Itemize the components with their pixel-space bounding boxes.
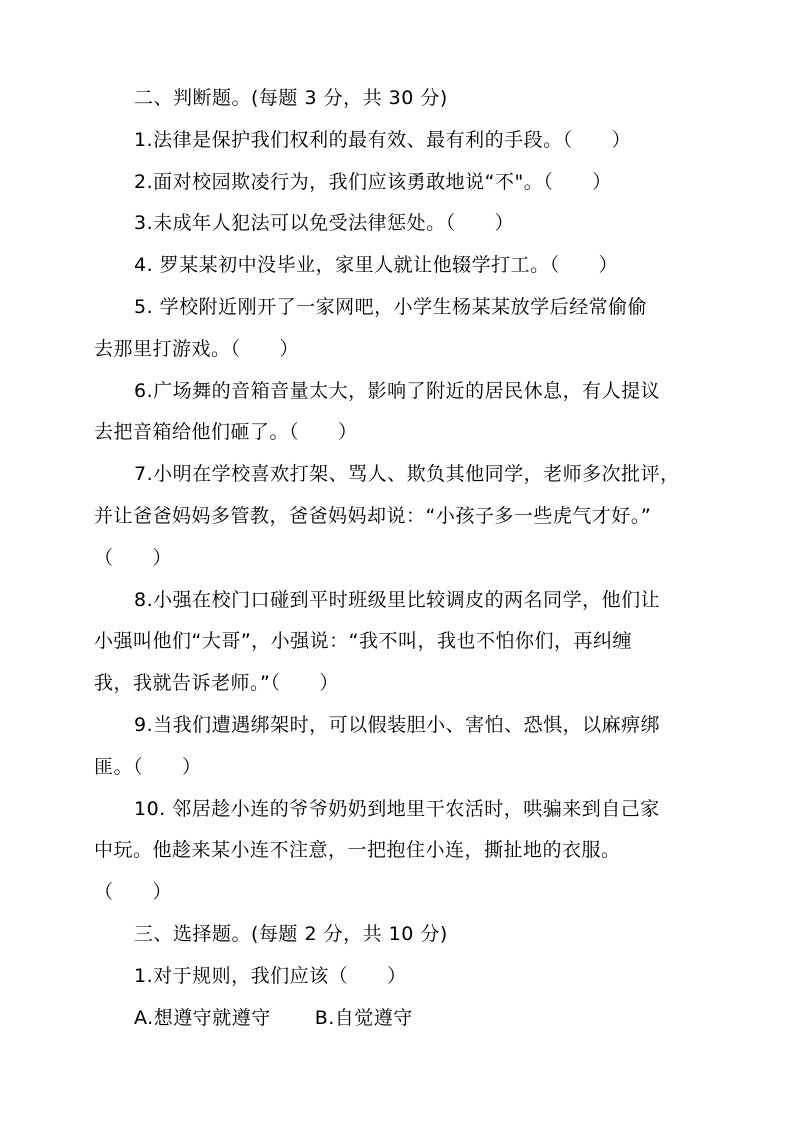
question-line: 并让爸爸妈妈多管教，爸爸妈妈却说：“小孩子多一些虎气才好。” — [94, 504, 652, 527]
question-line: 9.当我们遭遇绑架时，可以假装胆小、害怕、恐惧，以麻痹绑 — [134, 713, 661, 736]
question-line: 中玩。他趁来某小连不注意，一把抱住小连，撕扯地的衣服。 — [94, 839, 621, 862]
question-line: 去把音箱给他们砸了。（ ） — [94, 421, 358, 444]
section-2-questions — [94, 120, 706, 914]
question-line: 2.面对校园欺凌行为，我们应该勇敢地说“不"。（ ） — [134, 170, 612, 193]
question-line: 4. 罗某某初中没毕业，家里人就让他辍学打工。（ ） — [134, 254, 619, 277]
judgment-question-1 — [94, 120, 706, 162]
option-a[interactable]: A.想遵守就遵守 — [134, 1006, 271, 1029]
judgment-question-7 — [94, 454, 706, 579]
section-3-question-1: 1.对于规则，我们应该（ ） — [134, 964, 407, 987]
question-line: 小强叫他们“大哥”，小强说：“我不叫，我也不怕你们，再纠缠 — [94, 630, 633, 653]
question-line: 5. 学校附近刚开了一家网吧，小学生杨某某放学后经常偷偷 — [134, 295, 648, 318]
judgment-question-9 — [94, 705, 706, 789]
question-line: 10. 邻居趁小连的爷爷奶奶到地里干农活时，哄骗来到自己家 — [134, 797, 660, 820]
judgment-question-5 — [94, 287, 706, 371]
judgment-question-6 — [94, 371, 706, 455]
question-1-options — [94, 998, 706, 1040]
question-line: 6.广场舞的音箱音量太大，影响了附近的居民休息，有人提议 — [134, 379, 661, 402]
question-line: 我，我就告诉老师。”（ ） — [94, 672, 339, 695]
judgment-question-10 — [94, 789, 706, 914]
question-line: 1.法律是保护我们权利的最有效、最有利的手段。（ ） — [134, 128, 632, 151]
question-line: 去那里打游戏。（ ） — [94, 337, 300, 360]
judgment-question-4 — [94, 245, 706, 287]
judgment-question-8 — [94, 580, 706, 705]
section-2-heading: 二、判断题。(每题 3 分，共 30 分) — [134, 87, 448, 109]
option-b[interactable]: B.自觉遵守 — [314, 1006, 413, 1029]
document-page — [94, 78, 706, 1039]
question-line: （ ） — [94, 881, 173, 904]
judgment-question-3 — [94, 203, 706, 245]
judgment-question-2 — [94, 162, 706, 204]
question-line: 8.小强在校门口碰到平时班级里比较调皮的两名同学，他们让 — [134, 588, 661, 611]
question-line: （ ） — [94, 546, 173, 569]
question-line: 匪。（ ） — [94, 755, 202, 778]
question-line: 7.小明在学校喜欢打架、骂人、欺负其他同学，老师多次批评， — [134, 463, 680, 486]
question-line: 3.未成年人犯法可以免受法律惩处。（ ） — [134, 212, 515, 235]
section-3-heading: 三、选择题。(每题 2 分，共 10 分) — [134, 922, 448, 945]
